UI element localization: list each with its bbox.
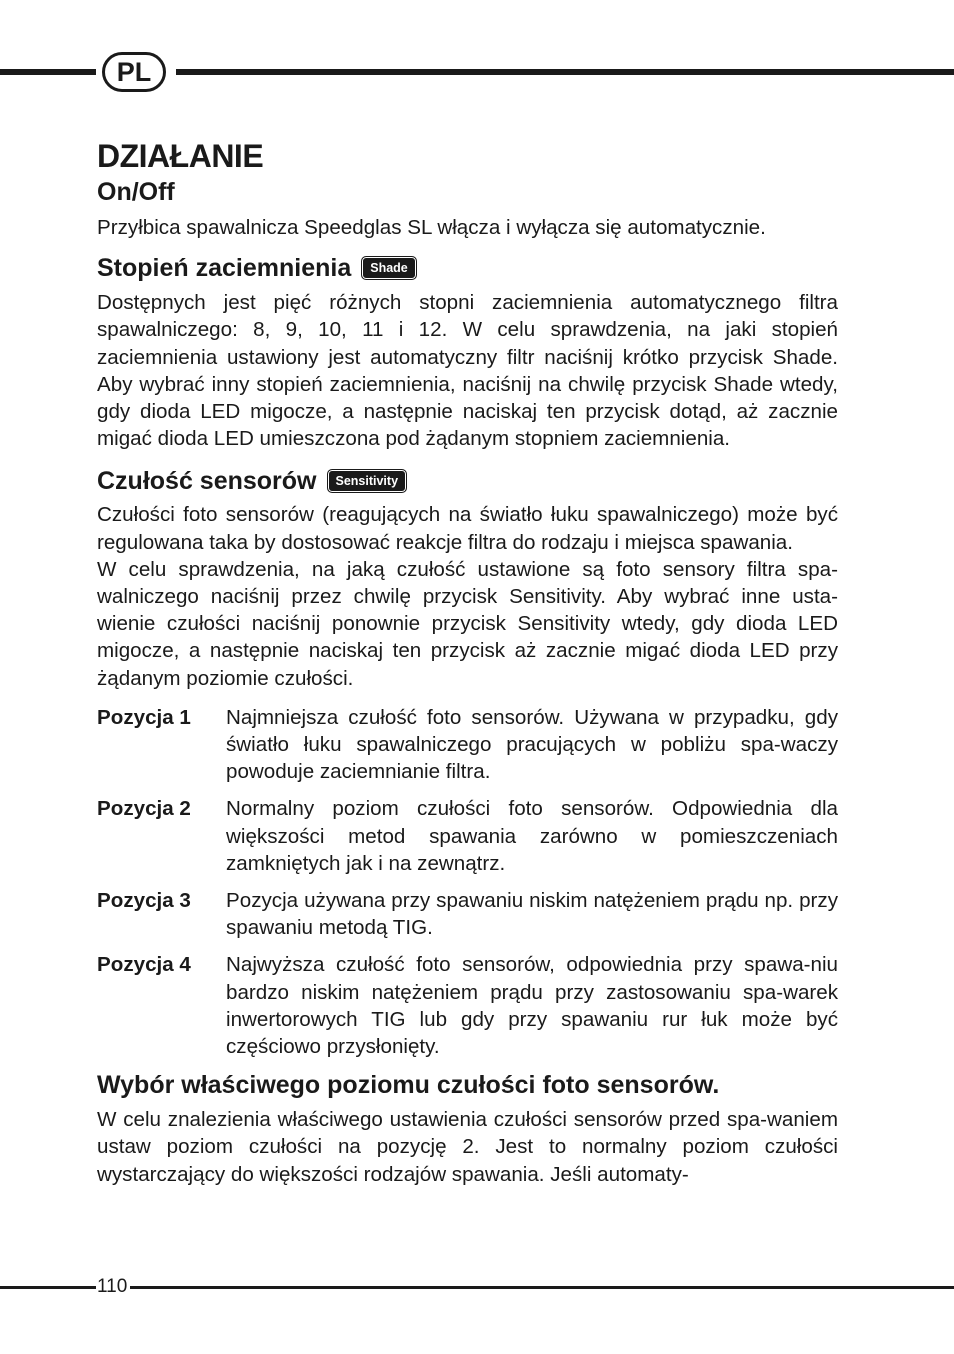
- position-label: Pozycja 4: [97, 953, 191, 977]
- position-label: Pozycja 2: [97, 797, 191, 821]
- header-rule-left: [0, 69, 96, 75]
- position-text: Najmniejsza czułość foto sensorów. Używana w przypadku, gdy światło łuku spawalniczego pracujących w pobliżu spa-waczy powoduje zaciemnianie filtra.: [226, 705, 838, 784]
- main-content: [97, 138, 838, 1188]
- header-rule-right: [176, 69, 954, 75]
- footer-rule-right: [130, 1286, 954, 1289]
- page-title: DZIAŁANIE: [97, 138, 264, 174]
- sensitivity-text-1: Czułości foto sensorów (reagujących na światło łuku spawalniczego) może być regulowana taka by dostosować reakcje filtra do rodzaju i miejsca spawania.: [97, 503, 838, 554]
- sensitivity-heading-text: Czułość sensorów: [97, 467, 317, 496]
- list-item: [97, 951, 838, 1060]
- position-text: Najwyższa czułość foto sensorów, odpowiednia przy spawa-niu bardzo niskim natężeniem prądu przy zastosowaniu spa-warek inwertorowych TIG lub gdy przy spawaniu rur łuk może być częściowo przysłonięty.: [226, 953, 838, 1059]
- onoff-heading: [97, 177, 838, 207]
- onoff-heading-text: On/Off: [97, 178, 175, 206]
- choice-heading: [97, 1070, 838, 1100]
- list-item: [97, 704, 838, 786]
- position-text: Normalny poziom czułości foto sensorów. Odpowiednia dla większości metod spawania zarówno w pomieszczeniach zamkniętych jak i na zewnątrz.: [226, 797, 838, 875]
- list-item: [97, 795, 838, 877]
- position-label: Pozycja 3: [97, 889, 191, 913]
- position-label: Pozycja 1: [97, 705, 191, 729]
- footer-rule-left: [0, 1286, 96, 1289]
- position-text: Pozycja używana przy spawaniu niskim natężeniem prądu np. przy spawaniu metodą TIG.: [226, 889, 838, 940]
- choice-text: W celu znalezienia właściwego ustawienia czułości sensorów przed spa-waniem ustaw poziom czułości na pozycję 2. Jest to normalny poziom czułości wystarczający do większości rodzajów spawania. Jeśli automaty-: [97, 1108, 838, 1186]
- page-number: 110: [97, 1276, 128, 1297]
- list-item: [97, 887, 838, 941]
- shade-text: Dostępnych jest pięć różnych stopni zaciemnienia automatycznego filtra spawalniczego: 8, 9, 10, 11 i 12. W celu sprawdzenia, na jaki stopień zaciemnienia ustawiony jest automatyczny filtr naciśnij krótko przycisk Shade. Aby wybrać inny stopień zaciemnienia, naciśnij na chwilę przycisk Shade wtedy, gdy dioda LED migocze, a następnie naciskaj ten przycisk dotąd, aż zacznie migać dioda LED umieszczona pod żądanym stopniem zaciemnienia.: [97, 291, 838, 451]
- shade-heading-text: Stopień zaciemnienia: [97, 254, 352, 283]
- shade-heading: [97, 253, 838, 283]
- language-badge: PL: [102, 52, 166, 92]
- sensitivity-text-2: W celu sprawdzenia, na jaką czułość ustawione są foto sensory filtra spa-walniczego naciśnij przez chwilę przycisk Sensitivity. Aby wybrać inne usta-wienie czułości naciśnij ponownie przycisk Sensitivity wtedy, gdy dioda LED migocze, a następnie naciskaj ten przycisk aż zacznie migać dioda LED przy żądanym poziomie czułości.: [97, 557, 838, 690]
- sensitivity-button-icon: Sensitivity: [327, 469, 408, 493]
- position-list: [97, 704, 838, 1060]
- onoff-text: Przyłbica spawalnicza Speedglas SL włącza i wyłącza się automatycznie.: [97, 216, 766, 239]
- sensitivity-heading: [97, 466, 838, 496]
- choice-heading-text: Wybór właściwego poziomu czułości foto sensorów.: [97, 1071, 720, 1100]
- shade-button-icon: Shade: [361, 256, 417, 280]
